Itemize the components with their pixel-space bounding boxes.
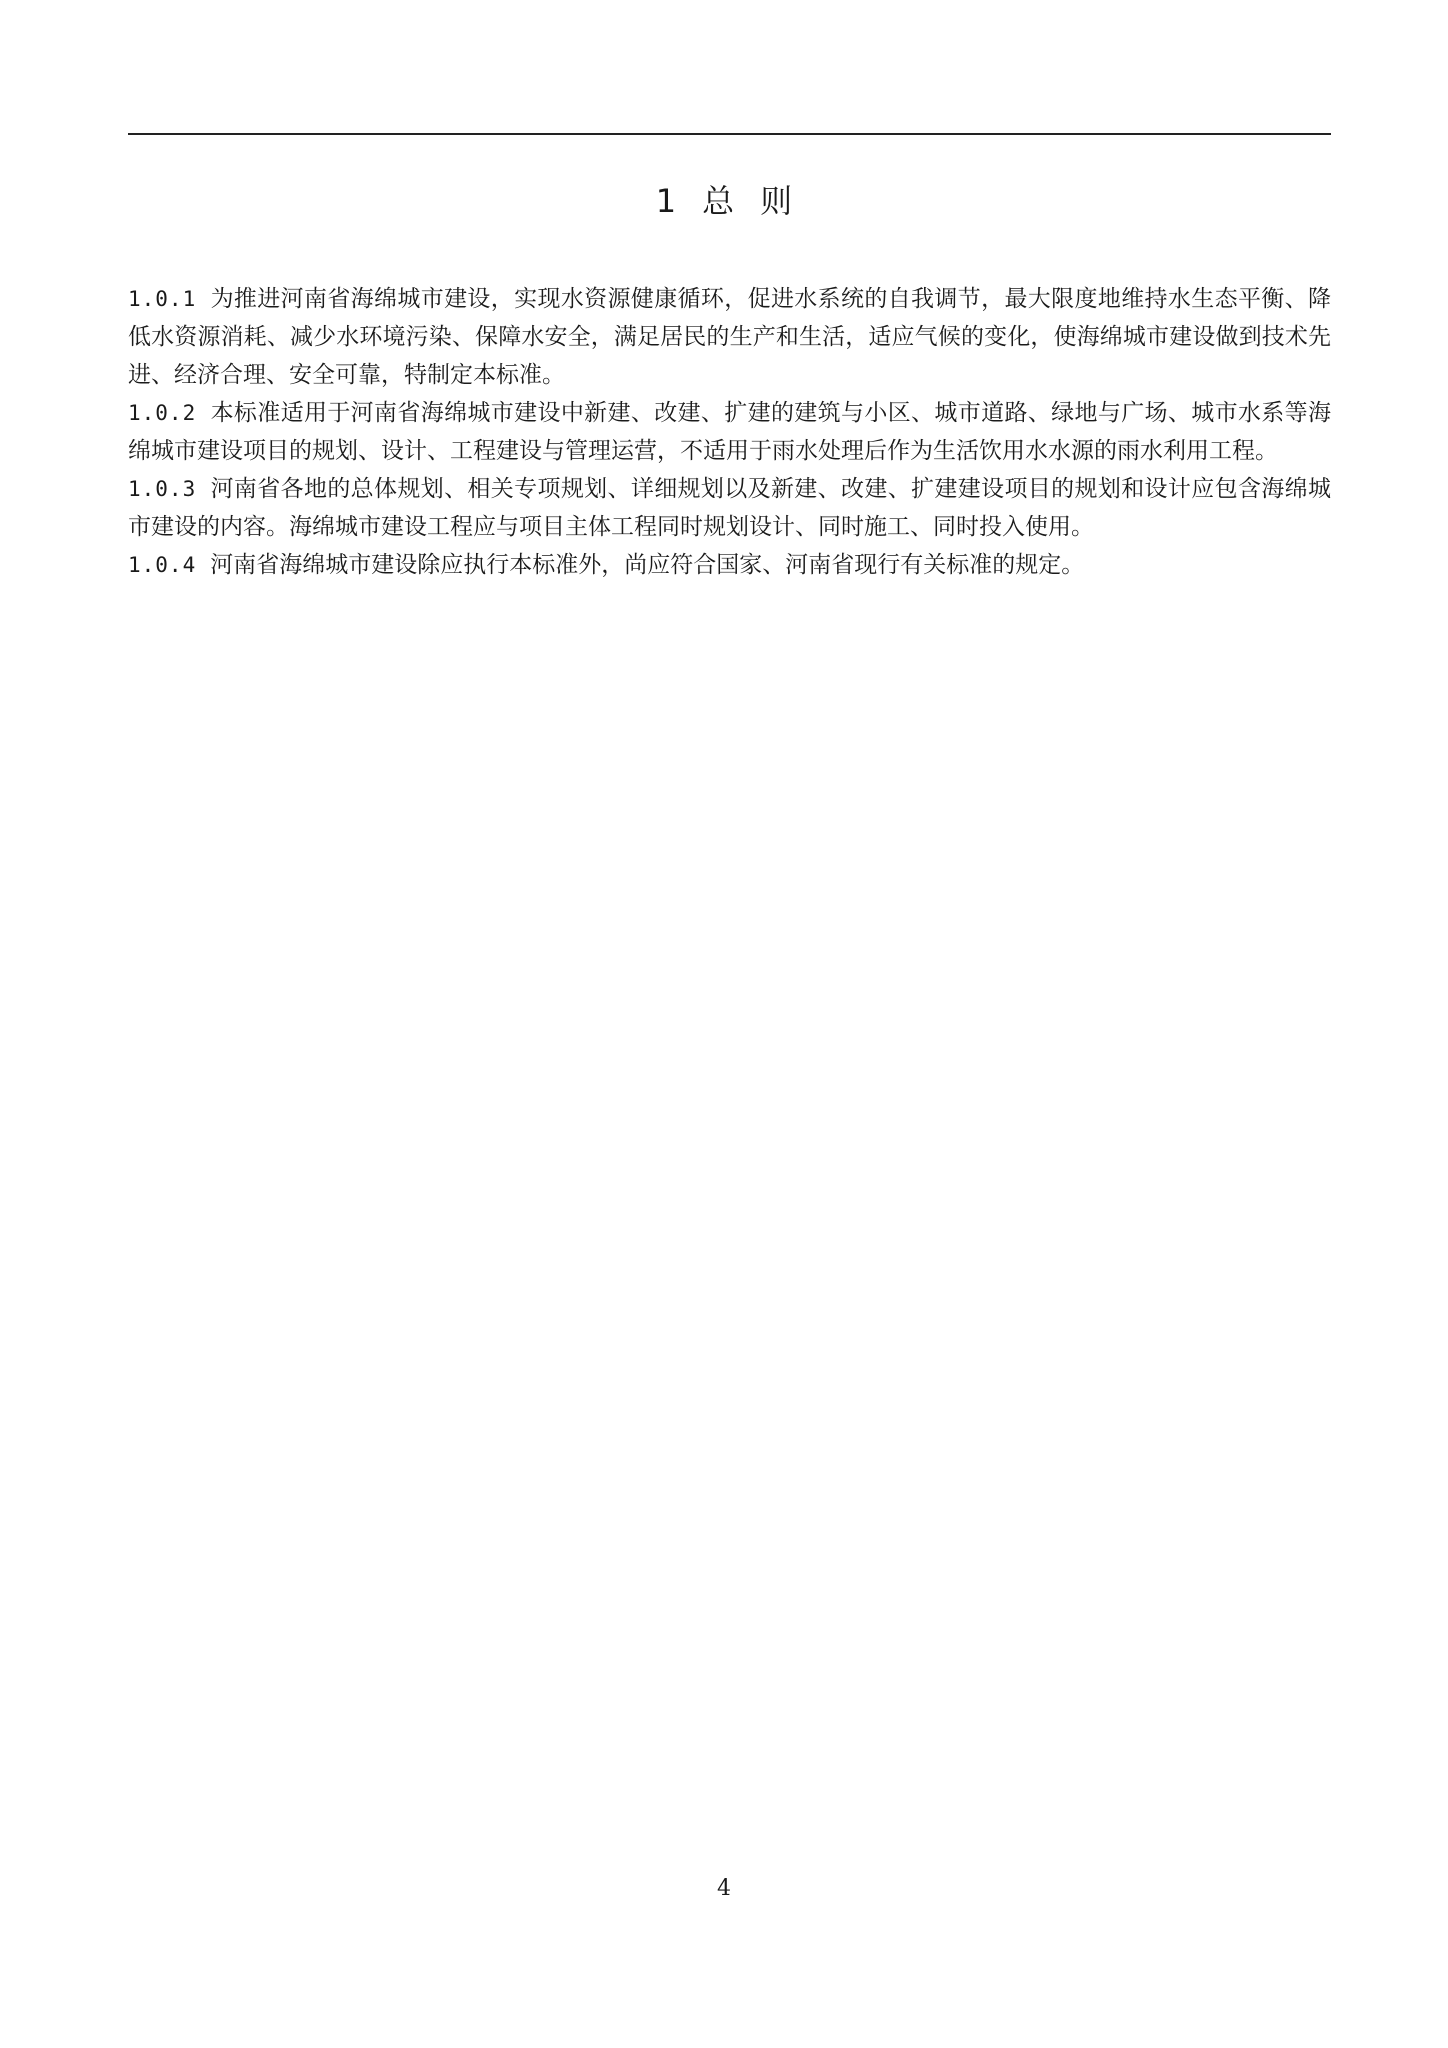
clause-text: 河南省海绵城市建设除应执行本标准外，尚应符合国家、河南省现行有关标准的规定。	[210, 552, 1085, 578]
chapter-title-char: 则	[760, 182, 793, 220]
clause-1-0-2	[128, 394, 1331, 470]
clause-1-0-3	[128, 470, 1331, 546]
clause-list	[128, 280, 1331, 584]
clause-text: 本标准适用于河南省海绵城市建设中新建、改建、扩建的建筑与小区、城市道路、绿地与广场、城市水系等海绵城市建设项目的规划、设计、工程建设与管理运营，不适用于雨水处理后作为生活饮用水水源的雨水利用工程。	[128, 400, 1331, 464]
chapter-title-char: 总	[702, 182, 735, 220]
clause-number: 1.0.2	[128, 401, 197, 425]
clause-number: 1.0.4	[128, 553, 197, 577]
clause-1-0-4	[128, 546, 1331, 584]
chapter-number: 1	[655, 182, 677, 220]
clause-1-0-1	[128, 280, 1331, 394]
clause-number: 1.0.1	[128, 287, 197, 311]
header-rule	[128, 133, 1331, 135]
clause-text: 河南省各地的总体规划、相关专项规划、详细规划以及新建、改建、扩建建设项目的规划和设计应包含海绵城市建设的内容。海绵城市建设工程应与项目主体工程同时规划设计、同时施工、同时投入使用。	[128, 476, 1331, 540]
clause-text: 为推进河南省海绵城市建设，实现水资源健康循环，促进水系统的自我调节，最大限度地维持水生态平衡、降低水资源消耗、减少水环境污染、保障水安全，满足居民的生产和生活，适应气候的变化，使海绵城市建设做到技术先进、经济合理、安全可靠，特制定本标准。	[128, 286, 1331, 388]
page-number: 4	[717, 1876, 731, 1901]
chapter-title	[0, 176, 1448, 222]
clause-number: 1.0.3	[128, 477, 197, 501]
